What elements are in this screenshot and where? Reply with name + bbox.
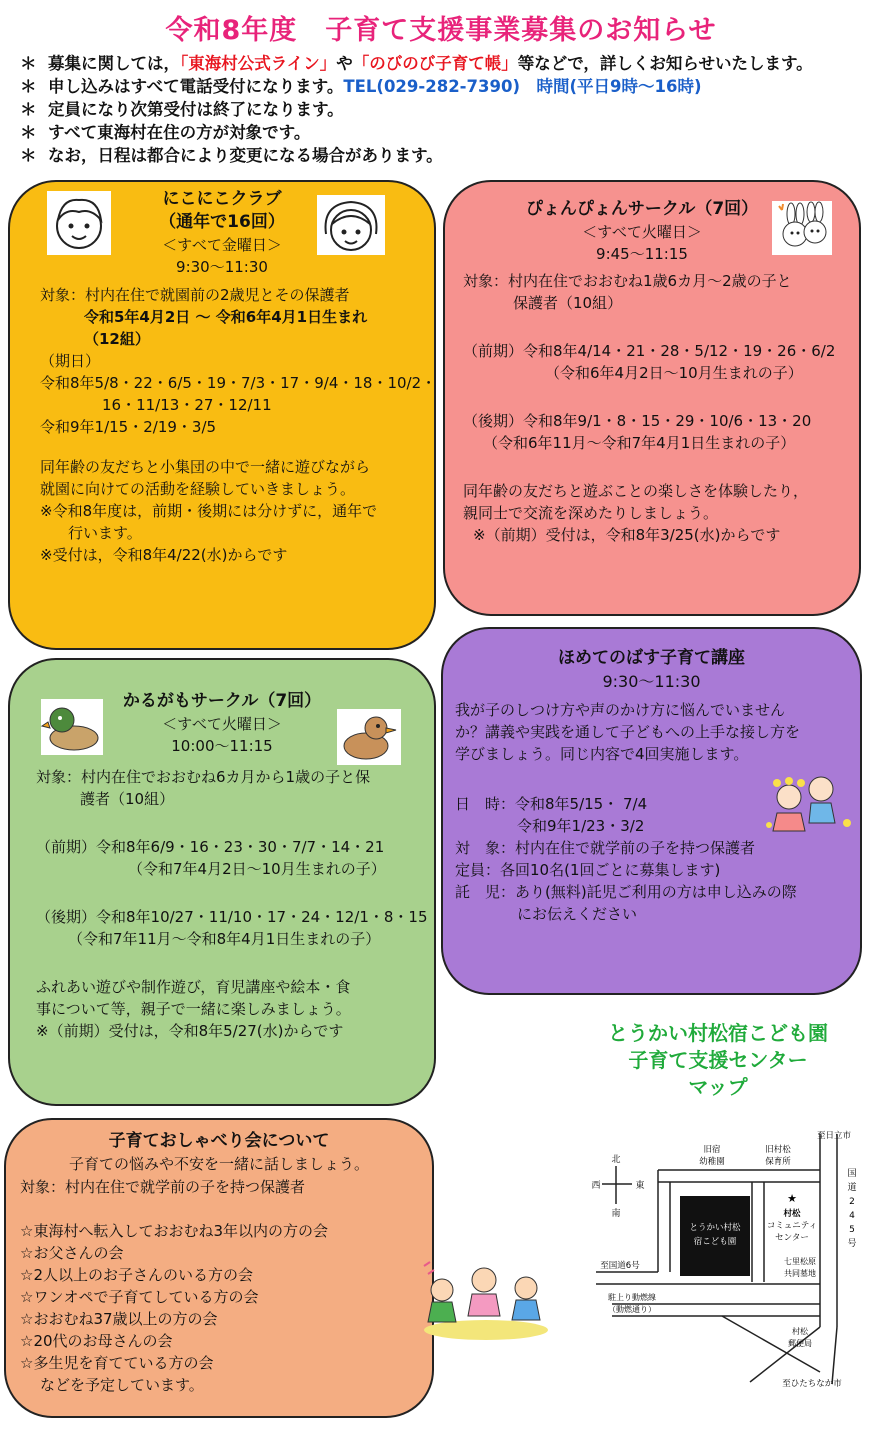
- facility-label: 宿こども園: [693, 1237, 737, 1247]
- line-official-name: 「東海村公式ライン」: [180, 54, 337, 73]
- compass-east: 東: [635, 1181, 645, 1191]
- community-center-label: センター: [775, 1233, 809, 1243]
- nikoniko-reception: ※受付は，令和8年4/22(水)からです: [40, 546, 288, 564]
- route245-label: 号: [847, 1239, 857, 1249]
- course-childcare: 託 児：あり(無料)託児ご利用の方は申し込みの際: [455, 883, 797, 901]
- railway-road-label: （動燃通り）: [608, 1305, 656, 1314]
- oshaberi-footer: などを予定しています。: [40, 1376, 204, 1394]
- nikoniko-time: 9:30～11:30: [176, 258, 268, 276]
- railway-road-label: 駐上り動燃線: [608, 1293, 656, 1302]
- karugamo-description: 事について等，親子で一緒に楽しみましょう。: [36, 1000, 351, 1018]
- route6-label: 至国道6号: [600, 1261, 640, 1271]
- course-description: か？講義や実践を通して子どもへの上手な接し方を: [455, 723, 801, 741]
- notice-item: ＊ 募集に関しては，「東海村公式ライン」や「のびのび子育て帳」等などで，詳しくお知らせいたします。: [20, 54, 813, 73]
- course-description: 我が子のしつけ方や声のかけ方に悩んでいません: [455, 701, 786, 719]
- notice-item: ＊ なお，日程は都合により変更になる場合があります。: [20, 146, 443, 165]
- pyonpyon-first-term: （前期）令和8年4/14・21・28・5/12・19・26・6/2: [463, 342, 836, 360]
- oshaberi-item: ☆多生児を育てている方の会: [20, 1354, 214, 1372]
- old-nursery-label: 旧村松: [765, 1145, 791, 1155]
- nikoniko-title: にこにこクラブ: [162, 189, 282, 209]
- nikoniko-dates-label: （期日）: [40, 352, 101, 370]
- nikoniko-dates: 16・11/13・27・12/11: [102, 396, 272, 414]
- cemetery-label: 共同墓地: [784, 1269, 816, 1278]
- post-office-label: 郵便局: [788, 1339, 812, 1348]
- oshaberi-panel: [4, 1118, 434, 1418]
- notice-item: ＊ 定員になり次第受付は終了になります。: [20, 100, 344, 119]
- pyonpyon-reception: ※（前期）受付は，令和8年3/25(水)からです: [473, 526, 781, 544]
- old-nursery-label: 保育所: [765, 1157, 791, 1167]
- oshaberi-title: 子育ておしゃべり会について: [108, 1131, 330, 1151]
- course-dates: 令和9年1/23・3/2: [517, 817, 645, 835]
- nikoniko-note: 行います。: [68, 524, 142, 542]
- nikoniko-dates: 令和8年5/8・22・6/5・19・7/3・17・9/4・18・10/2・: [40, 374, 437, 392]
- oshaberi-list: [20, 1220, 432, 1374]
- pyonpyon-second-term-birth: （令和6年11月～令和7年4月1日生まれの子）: [483, 434, 796, 452]
- course-dates: 日 時：令和8年5/15・ 7/4: [455, 795, 648, 813]
- karugamo-description: ふれあい遊びや制作遊び，育児講座や絵本・食: [36, 978, 351, 996]
- course-title: ほめてのばす子育て講座: [558, 648, 745, 668]
- nikoniko-day: ＜すべて金曜日＞: [162, 236, 282, 254]
- children-holding-hands-icon: [416, 1256, 554, 1342]
- phone-number: TEL(029-282-7390) 時間(平日9時～16時): [343, 77, 702, 96]
- access-map: [582, 1122, 872, 1392]
- asterisk-icon: ＊: [20, 77, 37, 96]
- compass-west: 西: [591, 1181, 601, 1191]
- nikoniko-club-panel: [8, 180, 436, 650]
- oshaberi-subtitle: 子育ての悩みや不安を一緒に話しましょう。: [68, 1155, 369, 1173]
- route245-label: 国: [847, 1169, 857, 1179]
- route245-label: 2: [849, 1197, 855, 1207]
- nikoniko-note: ※令和8年度は，前期・後期には分けずに，通年で: [40, 502, 378, 520]
- page-title: 令和8年度 子育て支援事業募集のお知らせ: [165, 15, 717, 46]
- community-center-label: 村松: [783, 1209, 801, 1219]
- pyonpyon-first-term-birth: （令和6年4月2日～10月生まれの子）: [545, 364, 803, 382]
- karugamo-second-term-birth: （令和7年11月～令和8年4月1日生まれの子）: [68, 930, 381, 948]
- pyonpyon-description: 同年齢の友だちと遊ぶことの楽しさを体験したり，: [463, 482, 809, 500]
- old-kindergarten-label: 旧宿: [703, 1145, 721, 1155]
- nikoniko-capacity: （12組）: [84, 330, 150, 348]
- karugamo-circle-panel: [8, 658, 436, 1106]
- karugamo-day: ＜すべて火曜日＞: [162, 715, 282, 733]
- karugamo-first-term-birth: （令和7年4月2日～10月生まれの子）: [128, 860, 386, 878]
- oshaberi-item: ☆20代のお母さんの会: [20, 1332, 173, 1350]
- to-hitachinaka-label: 至ひたちなか市: [782, 1379, 842, 1389]
- karugamo-title: かるがもサークル（7回）: [122, 691, 322, 711]
- nikoniko-birth-range: 令和5年4月2日 ～ 令和6年4月1日生まれ: [84, 308, 368, 326]
- route245-label: 4: [849, 1211, 855, 1221]
- oshaberi-item: ☆ワンオペで子育てしている方の会: [20, 1288, 259, 1306]
- course-time: 9:30～11:30: [602, 672, 701, 691]
- course-target: 対 象：村内在住で就学前の子を持つ保護者: [455, 839, 756, 857]
- pyonpyon-time: 9:45～11:15: [596, 245, 688, 263]
- pyonpyon-day: ＜すべて火曜日＞: [582, 223, 702, 241]
- asterisk-icon: ＊: [20, 54, 37, 73]
- pyonpyon-description: 親同士で交流を深めたりしましょう。: [463, 504, 719, 522]
- oshaberi-item: ☆東海村へ転入しておおむね3年以内の方の会: [20, 1222, 328, 1240]
- asterisk-icon: ＊: [20, 146, 37, 165]
- karugamo-first-term: （前期）令和8年6/9・16・23・30・7/7・14・21: [36, 838, 385, 856]
- parenting-course-panel: [441, 627, 862, 995]
- nikoniko-dates: 令和9年1/15・2/19・3/5: [40, 418, 217, 436]
- old-kindergarten-label: 幼稚園: [699, 1157, 725, 1167]
- asterisk-icon: ＊: [20, 100, 37, 119]
- map-title: とうかい村松宿こども園 子育て支援センター マップ: [608, 1021, 828, 1099]
- community-center-label: コミュニティ: [766, 1221, 818, 1231]
- pyonpyon-second-term: （後期）令和8年9/1・8・15・29・10/6・13・20: [463, 412, 812, 430]
- route245-label: 5: [849, 1225, 855, 1235]
- karugamo-second-term: （後期）令和8年10/27・11/10・17・24・12/1・8・15: [36, 908, 428, 926]
- karugamo-target: 護者（10組）: [80, 790, 175, 808]
- asterisk-icon: ＊: [20, 123, 37, 142]
- nikoniko-description: 同年齢の友だちと小集団の中で一緒に遊びながら: [40, 458, 371, 476]
- karugamo-reception: ※（前期）受付は，令和8年5/27(水)からです: [36, 1022, 344, 1040]
- oshaberi-item: ☆お父さんの会: [20, 1244, 124, 1262]
- nikoniko-target: 対象：村内在住で就園前の2歳児とその保護者: [40, 286, 350, 304]
- star-icon: ★: [787, 1192, 797, 1205]
- course-childcare: にお伝えください: [517, 905, 638, 923]
- oshaberi-target: 対象：村内在住で就学前の子を持つ保護者: [20, 1178, 306, 1196]
- oshaberi-item: ☆おおむね37歳以上の方の会: [20, 1310, 218, 1328]
- to-hitachi-label: 至日立市: [816, 1131, 852, 1141]
- notice-item: ＊ すべて東海村在住の方が対象です。: [20, 123, 311, 142]
- course-description: 学びましょう。同じ内容で4回実施します。: [455, 745, 749, 763]
- karugamo-time: 10:00～11:15: [171, 737, 273, 755]
- pyonpyon-title: ぴょんぴょんサークル（7回）: [525, 199, 759, 219]
- facility-label: とうかい村松: [689, 1223, 741, 1233]
- compass-south: 南: [611, 1209, 621, 1219]
- nikoniko-count: （通年で16回）: [159, 212, 285, 232]
- pyonpyon-target: 保護者（10組）: [513, 294, 623, 312]
- oshaberi-item: ☆2人以上のお子さんのいる方の会: [20, 1266, 253, 1284]
- nikoniko-description: 就園に向けての活動を経験していきましょう。: [40, 480, 356, 498]
- post-office-label: 村松: [792, 1327, 808, 1336]
- pyonpyon-target: 対象：村内在住でおおむね1歳6カ月～2歳の子と: [463, 272, 792, 290]
- compass-north: 北: [611, 1155, 621, 1165]
- nobinobi-name: 「のびのび子育て帳」: [352, 54, 518, 73]
- cemetery-label: 七里松原: [784, 1257, 816, 1266]
- notice-item: ＊ 申し込みはすべて電話受付になります。TEL(029-282-7390) 時間(平日9時～16時): [20, 77, 702, 96]
- pyonpyon-circle-panel: [443, 180, 861, 616]
- course-capacity: 定員：各回10名(1回ごとに募集します): [455, 861, 721, 879]
- notice-list: [20, 52, 880, 167]
- karugamo-target: 対象：村内在住でおおむね6カ月から1歳の子と保: [36, 768, 371, 786]
- route245-label: 道: [847, 1183, 857, 1193]
